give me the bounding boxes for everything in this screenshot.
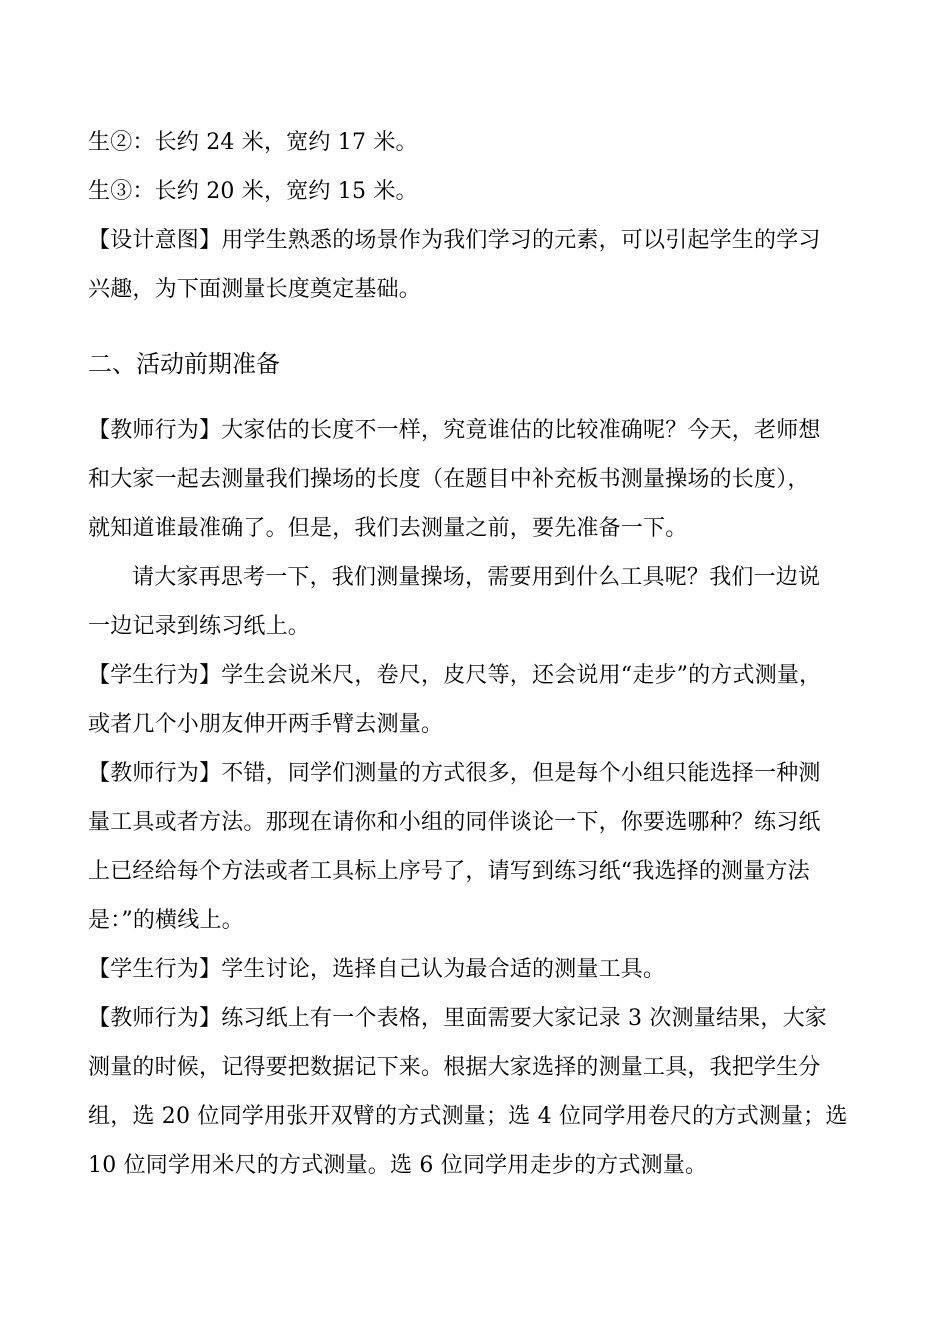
text-line: 【教师行为】大家估的长度不一样，究竟谁估的比较准确呢？今天，老师想 <box>88 418 821 443</box>
text-line: 【教师行为】不错，同学们测量的方式很多，但是每个小组只能选择一种测 <box>88 761 821 786</box>
text-line: 量工具或者方法。那现在请你和小组的同伴谈论一下，你要选哪种？练习纸 <box>88 810 821 835</box>
text-line-design-intent: 【设计意图】用学生熟悉的场景作为我们学习的元素，可以引起学生的学习 <box>88 228 821 253</box>
text-line: 或者几个小朋友伸开两手臂去测量。 <box>88 712 444 737</box>
text-line: 【学生行为】学生会说米尺，卷尺，皮尺等，还会说用“走步”的方式测量， <box>88 663 822 688</box>
text-line: 【学生行为】学生讨论，选择自己认为最合适的测量工具。 <box>88 957 666 982</box>
text-line: 是：”的横线上。 <box>88 908 244 933</box>
text-line-student-2: 生②：长约 24 米，宽约 17 米。 <box>88 130 418 155</box>
text-line: 一边记录到练习纸上。 <box>88 614 311 639</box>
text-line-indented: 请大家再思考一下，我们测量操场，需要用到什么工具呢？我们一边说 <box>132 565 821 590</box>
text-line: 上已经给每个方法或者工具标上序号了，请写到练习纸“我选择的测量方法 <box>88 859 810 884</box>
text-line: 测量的时候，记得要把数据记下来。根据大家选择的测量工具，我把学生分 <box>88 1055 821 1080</box>
text-line-student-3: 生③：长约 20 米，宽约 15 米。 <box>88 179 418 204</box>
section-heading: 二、活动前期准备 <box>88 350 280 378</box>
text-line: 和大家一起去测量我们操场的长度（在题目中补充板书测量操场的长度）， <box>88 467 810 492</box>
spacer <box>88 314 840 338</box>
document-page <box>88 118 848 1190</box>
text-line: 组，选 20 位同学用张开双臂的方式测量；选 4 位同学用卷尺的方式测量；选 <box>88 1104 848 1129</box>
text-line-design-intent-cont: 兴趣，为下面测量长度奠定基础。 <box>88 277 422 302</box>
text-line: 【教师行为】练习纸上有一个表格，里面需要大家记录 3 次测量结果，大家 <box>88 1006 827 1031</box>
text-line: 就知道谁最准确了。但是，我们去测量之前，要先准备一下。 <box>88 516 688 541</box>
text-line: 10 位同学用米尺的方式测量。选 6 位同学用走步的方式测量。 <box>88 1153 708 1178</box>
